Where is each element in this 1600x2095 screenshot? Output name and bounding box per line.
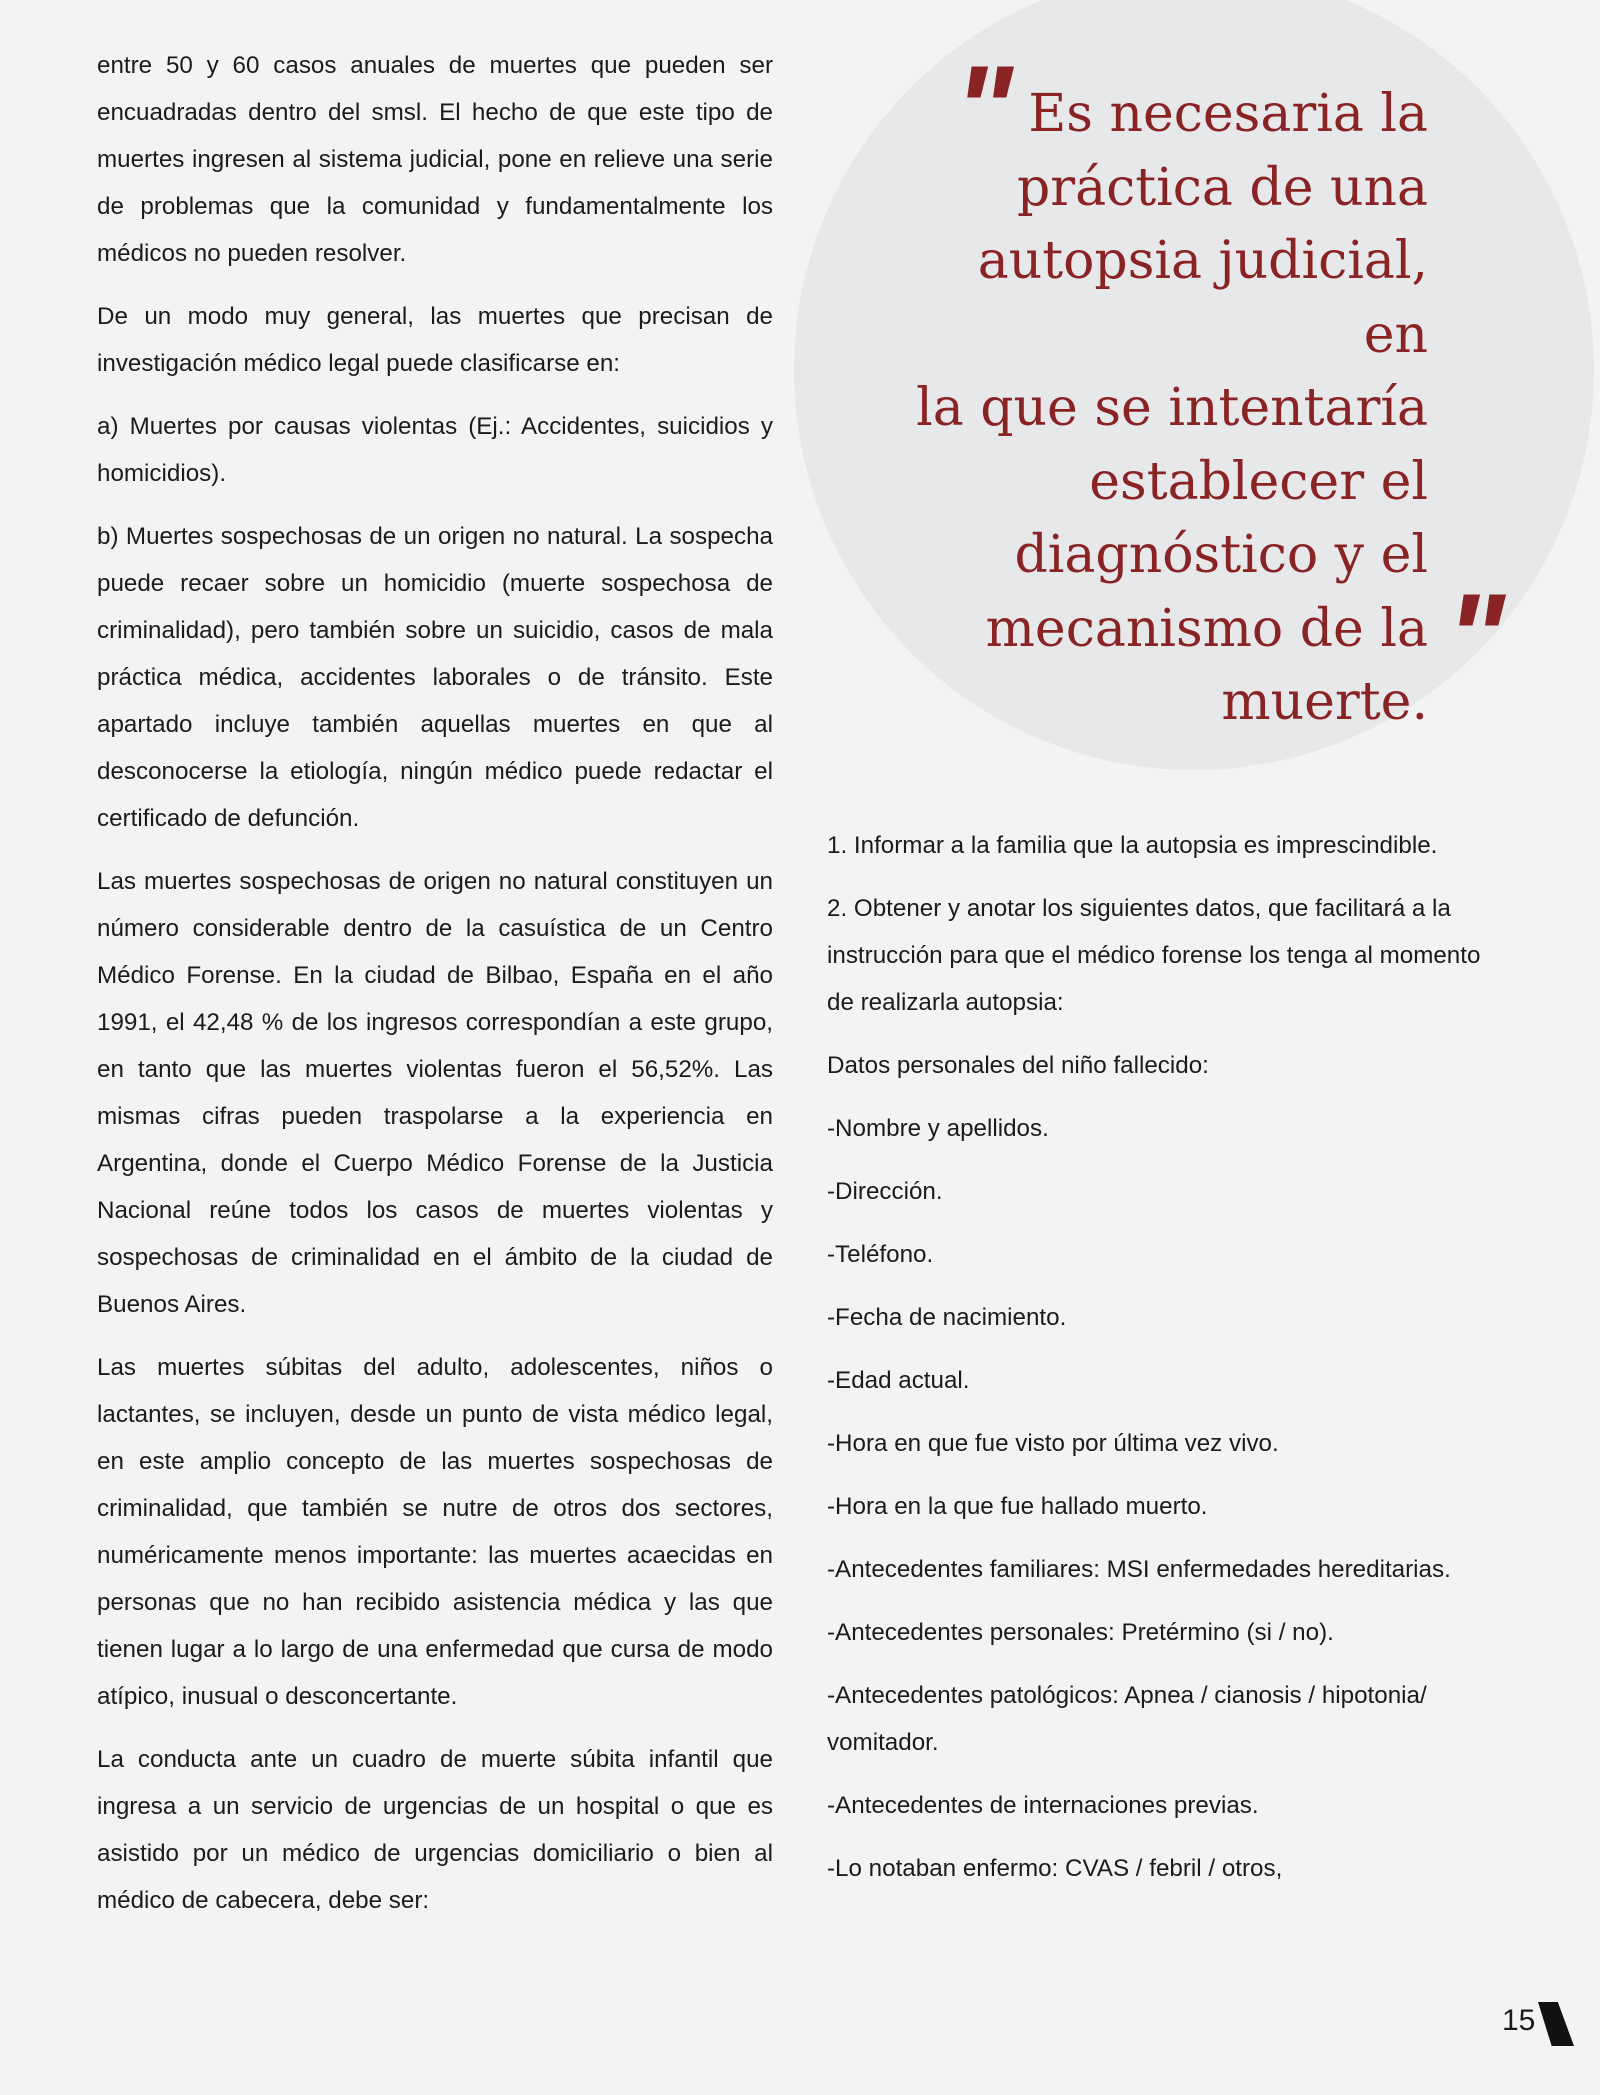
paragraph: entre 50 y 60 casos anuales de muertes que pueden ser encuadradas dentro del smsl. El hecho de que este tipo de muertes ingresen al sistema judicial, pone en relieve una serie de problemas que la comunidad y fundamentalmente los médicos no pueden resolver. bbox=[97, 52, 773, 267]
page-number: 15 bbox=[1502, 2004, 1536, 2037]
pull-quote-line: Es necesaria la bbox=[1028, 84, 1428, 144]
list-item: -Antecedentes familiares: MSI enfermedades hereditarias. bbox=[827, 1556, 1451, 1583]
pull-quote-line: muerte. bbox=[1221, 672, 1428, 732]
paragraph: Las muertes súbitas del adulto, adolescentes, niños o lactantes, se incluyen, desde un punto de vista médico legal, en este amplio concepto de las muertes sospechosas de criminalidad, que también se nutre de otros dos sectores, numéricamente menos importante: las muertes acaecidas en personas que no han recibido asistencia médica y las que tienen lugar a lo largo de una enfermedad que cursa de modo atípico, inusual o desconcertante. bbox=[97, 1354, 773, 1710]
paragraph: Las muertes sospechosas de origen no natural constituyen un número considerable dentro de la casuística de un Centro Médico Forense. En la ciudad de Bilbao, España en el año 1991, el 42,48 % de los ingresos correspondían a este grupo, en tanto que las muertes violentas fueron el 56,52%. Las mismas cifras pueden traspolarse a la experiencia en Argentina, donde el Cuerpo Médico Forense de la Justicia Nacional reúne todos los casos de muertes violentas y sospechosas de criminalidad en el ámbito de la ciudad de Buenos Aires. bbox=[97, 868, 773, 1318]
list-item: -Dirección. bbox=[827, 1178, 943, 1205]
list-item: -Hora en la que fue hallado muerto. bbox=[827, 1493, 1208, 1520]
right-column bbox=[827, 822, 1507, 1908]
list-item: -Edad actual. bbox=[827, 1367, 970, 1394]
left-column bbox=[97, 42, 773, 1940]
pull-quote-line: la que se intentaría bbox=[916, 378, 1428, 438]
list-item: -Antecedentes de internaciones previas. bbox=[827, 1792, 1259, 1819]
list-item: -Hora en que fue visto por última vez vivo. bbox=[827, 1430, 1279, 1457]
pull-quote-line: establecer el bbox=[1089, 451, 1428, 512]
pull-quote-line: mecanismo de la bbox=[985, 598, 1428, 659]
list-item: -Fecha de nacimiento. bbox=[827, 1304, 1067, 1331]
paragraph: La conducta ante un cuadro de muerte súbita infantil que ingresa a un servicio de urgencias de un hospital o que es asistido por un médico de urgencias domiciliario o bien al médico de cabecera, debe ser: bbox=[97, 1746, 773, 1914]
list-item: -Teléfono. bbox=[827, 1241, 934, 1268]
paragraph: b) Muertes sospechosas de un origen no natural. La sospecha puede recaer sobre un homicidio (muerte sospechosa de criminalidad), pero también sobre un suicidio, casos de mala práctica médica, accidentes laborales o de tránsito. Este apartado incluye también aquellas muertes en que al desconocerse la etiología, ningún médico puede redactar el certificado de defunción. bbox=[97, 523, 773, 832]
pull-quote-line: autopsia judicial, en bbox=[977, 231, 1428, 365]
pull-quote bbox=[900, 78, 1428, 740]
list-item: -Nombre y apellidos. bbox=[827, 1115, 1049, 1142]
pull-quote-line: diagnóstico y el bbox=[1014, 525, 1428, 585]
list-item: -Lo notaban enfermo: CVAS / febril / otros, bbox=[827, 1855, 1283, 1882]
list-item: 1. Informar a la familia que la autopsia es imprescindible. bbox=[827, 832, 1438, 859]
list-item: -Antecedentes personales: Pretérmino (si / no). bbox=[827, 1619, 1334, 1646]
list-item: -Antecedentes patológicos: Apnea / cianosis / hipotonia/ vomitador. bbox=[827, 1682, 1427, 1756]
page-corner-mark-icon bbox=[1538, 2002, 1574, 2046]
open-quote-mark: " bbox=[954, 41, 1013, 179]
pull-quote-line: práctica de una bbox=[1016, 157, 1428, 218]
list-item: Datos personales del niño fallecido: bbox=[827, 1052, 1209, 1079]
paragraph: a) Muertes por causas violentas (Ej.: Accidentes, suicidios y homicidios). bbox=[97, 413, 773, 487]
list-item: 2. Obtener y anotar los siguientes datos, que facilitará a la instrucción para que el médico forense los tenga al momento de realizarla autopsia: bbox=[827, 895, 1481, 1016]
close-quote-mark: " bbox=[1446, 569, 1505, 707]
paragraph: De un modo muy general, las muertes que precisan de investigación médico legal puede clasificarse en: bbox=[97, 303, 773, 377]
